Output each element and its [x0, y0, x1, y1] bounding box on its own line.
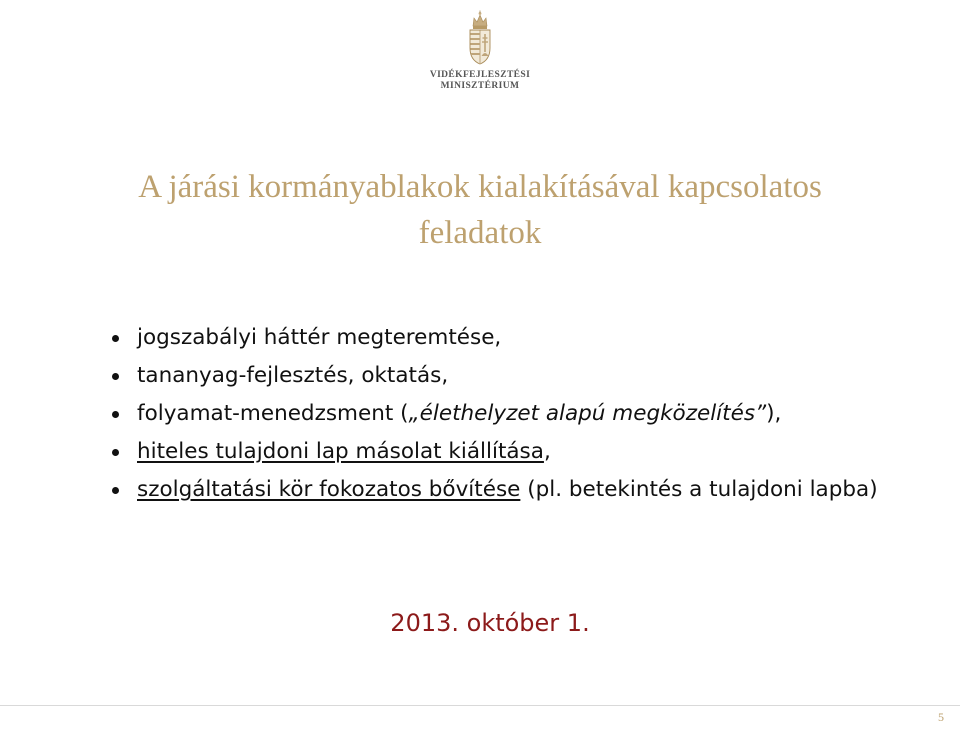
bullet-text-underlined: szolgáltatási kör fokozatos bővítése	[137, 477, 521, 502]
bullet-text-pre: folyamat-menedzsment (	[137, 401, 409, 426]
bullet-item-2	[100, 360, 950, 391]
logo-line-2: MINISZTÉRIUM	[440, 81, 520, 91]
bullet-item-5	[100, 474, 950, 505]
title-line-2: feladatok	[418, 215, 542, 251]
bullet-item-1	[100, 322, 950, 353]
logo-line-1: VIDÉKFEJLESZTÉSI	[429, 70, 531, 80]
slide-title	[20, 164, 940, 256]
bullet-item-3	[100, 398, 950, 429]
bullet-icon	[112, 373, 119, 380]
bullet-text-post: ,	[543, 439, 551, 464]
ministry-logo	[429, 10, 531, 92]
bullet-text-post: ),	[766, 401, 782, 426]
logo-text	[430, 70, 530, 92]
date-label: 2013. október 1.	[390, 609, 590, 637]
bullet-icon	[112, 411, 119, 418]
bullet-text: jogszabályi háttér megteremtése,	[137, 325, 502, 350]
bullet-text-underlined: hiteles tulajdoni lap másolat kiállítása	[137, 439, 544, 464]
bullet-text: tananyag-fejlesztés, oktatás,	[137, 363, 449, 388]
bullet-icon	[112, 487, 119, 494]
page-number: 5	[938, 710, 944, 724]
footer-divider	[0, 705, 960, 706]
bullet-icon	[112, 335, 119, 342]
bullet-icon	[112, 449, 119, 456]
bullet-text-italic: „élethelyzet alapú megközelítés”	[408, 401, 767, 426]
title-line-1: A járási kormányablakok kialakításával kapcsolatos	[138, 169, 822, 205]
bullet-text-post: (pl. betekintés a tulajdoni lapba)	[520, 477, 878, 502]
bullet-item-4	[100, 436, 950, 467]
bullet-list	[100, 322, 950, 512]
hungarian-coat-of-arms-icon	[465, 10, 495, 66]
